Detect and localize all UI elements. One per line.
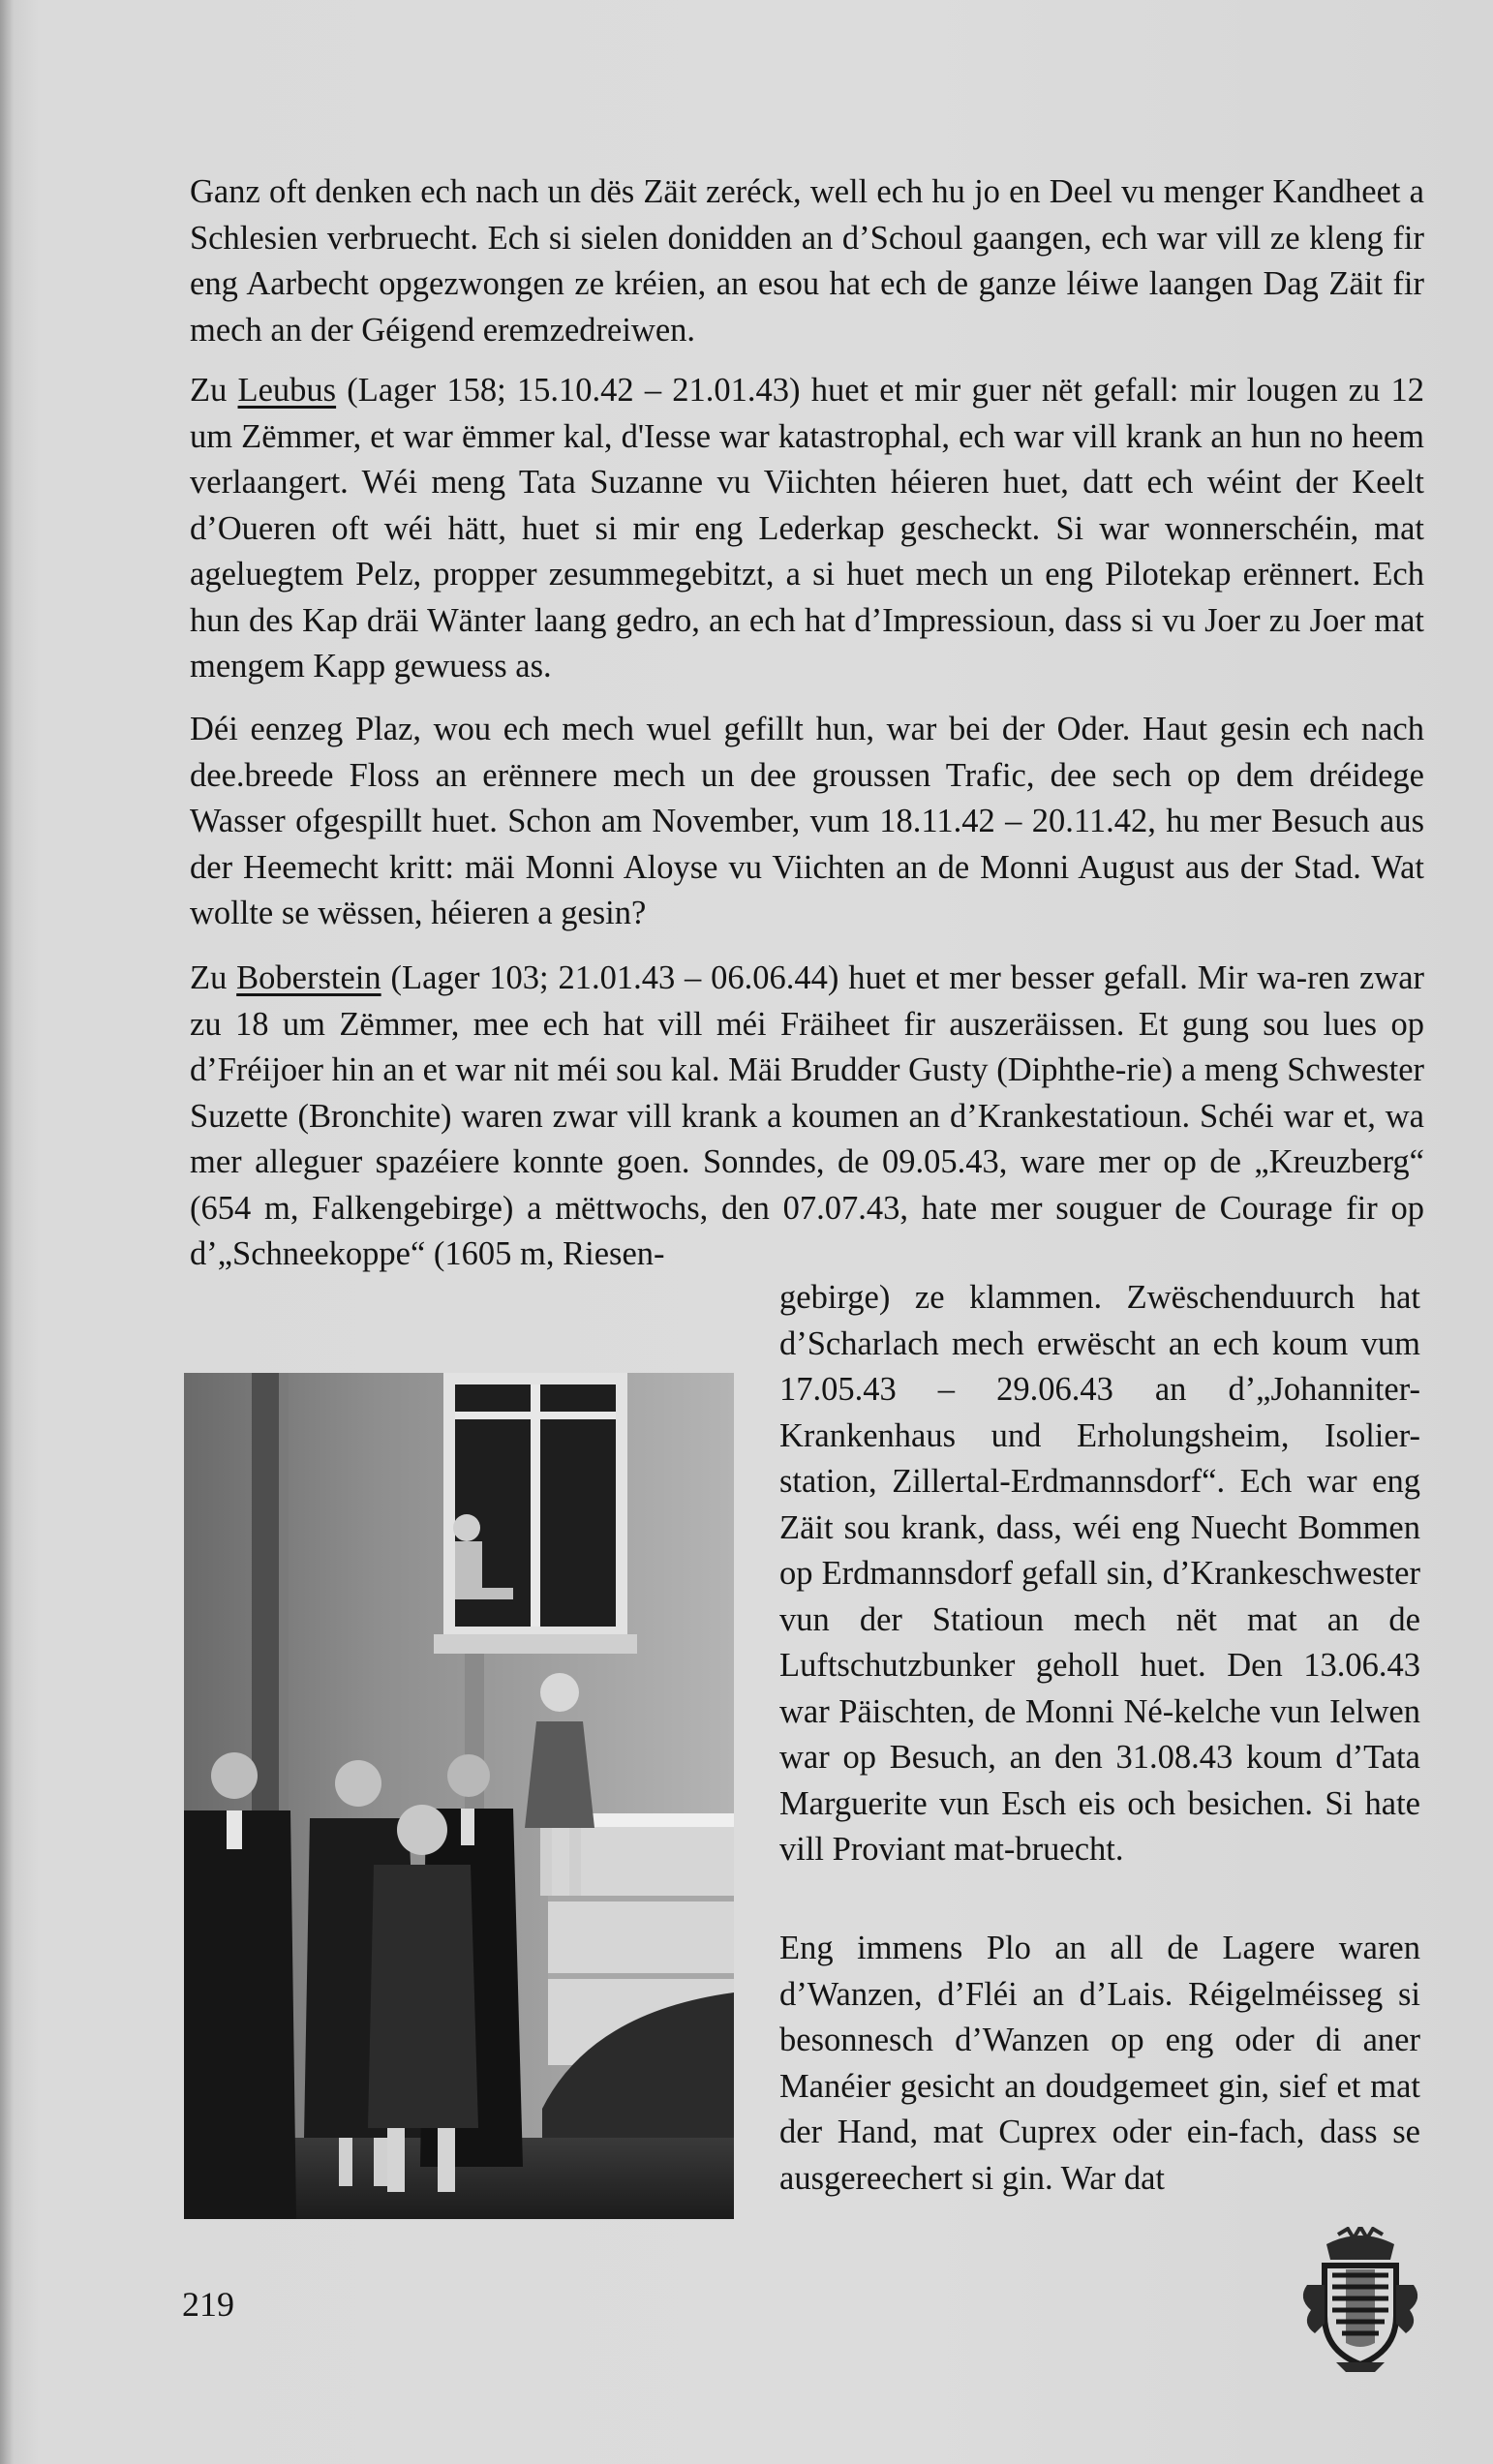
paragraph-prefix: Zu <box>190 372 238 409</box>
paragraph-text: gebirge) ze klammen. Zwëschenduurch hat d’Scharlach mech erwëscht an ech koum vum 17.05.43 – 29.06.43 an d’„Johanniter-Krankenhaus und Erholungsheim, Isolier-station, Zillertal-Erdmannsdorf“. Ech war eng Zäit sou krank, dass, wéi eng Nuecht Bommen op Erdmannsdorf gefall sin, d’Krankeschwester vun der Statioun mech nët mat an de Luftschutzbunker geholl huet. Den 13.06.43 war Päischten, de Monni Né-kelche vun Ielwen war op Besuch, an den 31.08.43 koum d’Tata Marguerite vun Esch eis och besichen. Si hate vill Proviant mat-bruecht. <box>779 1279 1420 1868</box>
paragraph-text: Eng immens Plo an all de Lagere waren d’Wanzen, d’Fléi an d’Lais. Réigelméisseg si besonnesch d’Wanzen op eng oder di aner Manéier gesicht an doudgemeet gin, sief et mat der Hand, mat Cuprex oder ein-fach, dass se ausgereechert si gin. War dat <box>779 1930 1420 2197</box>
paragraph-leubus <box>190 368 1424 690</box>
paragraph-text: (Lager 103; 21.01.43 – 06.06.44) huet et mer besser gefall. Mir wa-ren zwar zu 18 um Zëmmer, mee ech hat vill méi Fräiheet fir auszeräissen. Et gung sou lues op d’Fréijoer hin an et war nit méi sou kal. Mäi Brudder Gusty (Diphthe-rie) a meng Schwester Suzette (Bronchite) waren zwar vill krank a koumen an d’Krankestatioun. Schéi war et, wa mer alleguer spazéiere konnte goen. Sonndes, de 09.05.43, ware mer op de „Kreuzberg“ (654 m, Falkengebirge) a mëttwochs, den 07.07.43, hate mer souguer de Courage fir op d’„Schneekoppe“ (1605 m, Riesen- <box>190 959 1424 1272</box>
paragraph-childhood <box>190 169 1424 353</box>
paragraph-prefix: Zu <box>190 959 237 996</box>
paragraph-oder <box>190 707 1424 937</box>
paragraph-boberstein <box>190 956 1424 1278</box>
place-name-boberstein: Boberstein <box>236 959 381 996</box>
paragraph-text: (Lager 158; 15.10.42 – 21.01.43) huet et mir guer nët gefall: mir lougen zu 12 um Zëmmer, et war ëmmer kal, d'Iesse war katastrophal, ech war vill krank an hun no heem verlaangert. Wéi meng Tata Suzanne vu Viichten héieren huet, datt ech wéint der Keelt d’Oueren oft wéi hätt, huet si mir eng Lederkap gescheckt. Si war wonnerschéin, mat ageluegtem Pelz, propper zesummegebitzt, a si huet mech un eng Pilotekap erënnert. Ech hun des Kap dräi Wänter laang gedro, an ech hat d’Impressioun, dass si vu Joer zu Joer mat mengem Kapp gewuess as. <box>190 372 1424 684</box>
family-photo <box>184 1373 734 2219</box>
heraldic-crest-icon <box>1297 2227 1423 2372</box>
family-photo-illustration <box>184 1373 734 2219</box>
place-name-leubus: Leubus <box>237 372 337 409</box>
paragraph-scharlach <box>779 1275 1420 1873</box>
paragraph-text: Déi eenzeg Plaz, wou ech mech wuel gefillt hun, war bei der Oder. Haut gesin ech nach dee.breede Floss an erënnere mech un dee groussen Trafic, dee sech op dem dréidege Wasser ofgespillt huet. Schon am November, vum 18.11.42 – 20.11.42, hu mer Besuch aus der Heemecht kritt: mäi Monni Aloyse vu Viichten an de Monni August aus der Stad. Wat wollte se wëssen, héieren a gesin? <box>190 711 1424 931</box>
paragraph-wanzen <box>779 1926 1420 2202</box>
paragraph-text: Ganz oft denken ech nach un dës Zäit zeréck, well ech hu jo en Deel vu menger Kandheet a Schlesien verbruecht. Ech si sielen donidden an d’Schoul gaangen, ech war vill ze kleng fir eng Aarbecht opgezwongen ze kréien, an esou hat ech de ganze léiwe laangen Dag Zäit fir mech an der Géigend eremzedreiwen. <box>190 173 1424 349</box>
page-number: 219 <box>182 2285 234 2324</box>
